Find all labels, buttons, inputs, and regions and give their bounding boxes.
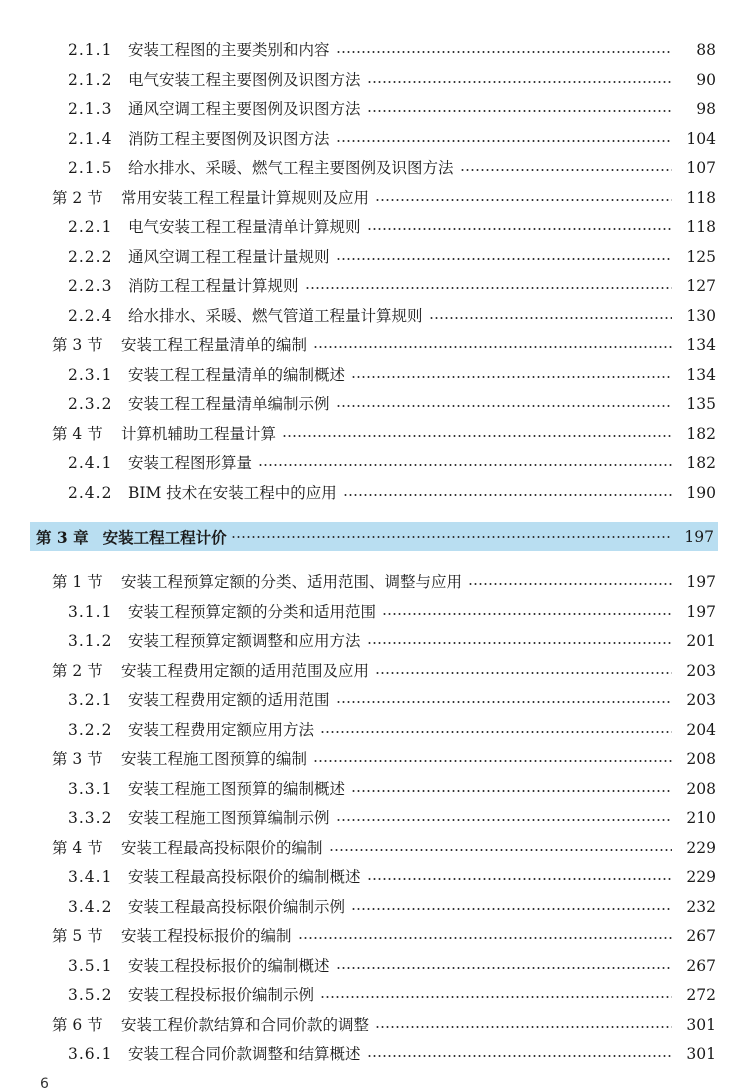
leader-dots [258, 464, 672, 466]
leader-dots [375, 199, 672, 201]
leader-dots [336, 819, 672, 821]
leader-dots [231, 536, 670, 538]
toc-entry-number: 2.1.2 [68, 70, 113, 89]
leader-dots [329, 849, 672, 851]
toc-page-number: 127 [686, 277, 716, 295]
toc-subsection-row[interactable] [0, 598, 750, 628]
toc-subsection-row[interactable] [0, 893, 750, 923]
toc-page-number: 203 [686, 691, 716, 709]
toc-subsection-row[interactable] [0, 1040, 750, 1070]
leader-dots [336, 967, 672, 969]
toc-page-number: 190 [686, 483, 716, 502]
toc-entry-number: 3.4.2 [68, 897, 113, 916]
toc-entry-number: 2.2.1 [68, 218, 113, 236]
toc-subsection-row[interactable] [0, 981, 750, 1011]
toc-entry-number: 2.4.1 [68, 454, 113, 472]
toc-subsection-row[interactable] [0, 479, 750, 509]
toc-entry-number: 第 2 节 [52, 188, 103, 207]
leader-dots [367, 1055, 672, 1057]
leader-dots [367, 110, 672, 112]
toc-subsection-row[interactable] [0, 952, 750, 982]
toc-page-number: 182 [686, 454, 716, 472]
toc-entry-number: 3.3.1 [68, 779, 113, 798]
toc-page-number: 90 [696, 70, 716, 89]
toc-entry-number: 第 1 节 [52, 573, 103, 591]
toc-section-row[interactable] [0, 420, 750, 450]
page-number-mark: 6 [40, 1076, 49, 1092]
toc-entry-title: 给水排水、采暖、燃气管道工程量计算规则 [128, 306, 423, 325]
toc-subsection-row[interactable] [0, 66, 750, 96]
toc-subsection-row[interactable] [0, 449, 750, 479]
toc-page-number: 197 [686, 573, 716, 591]
toc-entry-number: 第 3 节 [52, 336, 103, 354]
toc-entry-number: 3.2.1 [68, 691, 113, 709]
toc-entry-title: 电气安装工程工程量清单计算规则 [128, 218, 361, 236]
toc-entry-title: 安装工程预算定额的分类、适用范围、调整与应用 [121, 573, 463, 591]
toc-entry-title: 常用安装工程工程量计算规则及应用 [121, 188, 370, 207]
toc-page-number: 134 [686, 365, 716, 384]
toc-section-row[interactable] [0, 568, 750, 598]
toc-section-row[interactable] [0, 834, 750, 864]
toc-subsection-row[interactable] [0, 863, 750, 893]
toc-page-number: 125 [686, 247, 716, 266]
toc-entry-number: 3.1.2 [68, 632, 113, 650]
toc-entry-title: 安装工程工程量清单的编制 [121, 336, 308, 354]
leader-dots [313, 760, 672, 762]
toc-entry-title: BIM 技术在安装工程中的应用 [128, 483, 337, 502]
toc-subsection-row[interactable] [0, 361, 750, 391]
toc-page-number: 272 [686, 986, 716, 1004]
toc-entry-title: 安装工程预算定额的分类和适用范围 [128, 602, 377, 621]
toc-entry-number: 第 4 节 [52, 424, 103, 443]
toc-entry-number: 2.1.3 [68, 100, 113, 118]
toc-page-number: 135 [686, 395, 716, 413]
toc-section-row[interactable] [0, 922, 750, 952]
leader-dots [351, 908, 672, 910]
toc-entry-number: 2.2.4 [68, 306, 113, 325]
toc-subsection-row[interactable] [0, 95, 750, 125]
toc-section-row[interactable] [0, 331, 750, 361]
toc-entry-title: 安装工程合同价款调整和结算概述 [128, 1045, 361, 1063]
toc-subsection-row[interactable] [0, 243, 750, 273]
toc-entry-title: 安装工程最高投标限价的编制 [121, 838, 323, 857]
toc-page-number: 267 [686, 927, 716, 945]
leader-dots [305, 287, 672, 289]
toc-entry-title: 安装工程施工图预算的编制 [121, 750, 308, 768]
toc-page-number: 208 [686, 750, 716, 768]
leader-dots [313, 346, 672, 348]
toc-page-number: 104 [686, 129, 716, 148]
toc-entry-title: 给水排水、采暖、燃气工程主要图例及识图方法 [128, 159, 454, 177]
leader-dots [298, 937, 672, 939]
toc-entry-title: 安装工程价款结算和合同价款的调整 [121, 1015, 370, 1034]
toc-page-number: 182 [686, 424, 716, 443]
toc-entry-title: 电气安装工程主要图例及识图方法 [128, 70, 361, 89]
toc-part-2 [0, 568, 750, 1070]
leader-dots [382, 613, 672, 615]
toc-entry-title: 安装工程费用定额的适用范围 [128, 691, 330, 709]
toc-entry-title: 安装工程工程量清单编制示例 [128, 395, 330, 413]
toc-section-row[interactable] [0, 1011, 750, 1041]
toc-entry-number: 2.2.3 [68, 277, 113, 295]
toc-entry-title: 安装工程图的主要类别和内容 [128, 41, 330, 59]
chapter-heading [30, 522, 718, 551]
toc-page-number: 210 [686, 809, 716, 827]
toc-entry-title: 安装工程费用定额的适用范围及应用 [121, 661, 370, 680]
leader-dots [460, 169, 672, 171]
toc-page-number: 130 [686, 306, 716, 325]
toc-entry-title: 计算机辅助工程量计算 [121, 424, 277, 443]
toc-entry-title: 安装工程施工图预算的编制概述 [128, 779, 346, 798]
toc-entry-number: 3.1.1 [68, 602, 113, 621]
leader-dots [336, 51, 672, 53]
toc-subsection-row[interactable] [0, 125, 750, 155]
chapter-page-number: 197 [684, 527, 714, 546]
toc-entry-number: 第 6 节 [52, 1015, 103, 1034]
toc-subsection-row[interactable] [0, 804, 750, 834]
leader-dots [367, 878, 672, 880]
toc-entry-number: 2.1.5 [68, 159, 113, 177]
toc-entry-number: 第 5 节 [52, 927, 103, 945]
toc-page-number: 229 [686, 868, 716, 886]
leader-dots [351, 790, 672, 792]
toc-entry-number: 3.5.2 [68, 986, 113, 1004]
toc-entry-title: 通风空调工程工程量计量规则 [128, 247, 330, 266]
toc-entry-number: 3.3.2 [68, 809, 113, 827]
toc-entry-number: 2.1.1 [68, 41, 113, 59]
toc-entry-number: 2.3.1 [68, 365, 113, 384]
toc-entry-number: 3.5.1 [68, 956, 113, 975]
toc-entry-number: 2.2.2 [68, 247, 113, 266]
toc-subsection-row[interactable] [0, 390, 750, 420]
leader-dots [351, 376, 672, 378]
leader-dots [336, 140, 672, 142]
toc-entry-title: 安装工程图形算量 [128, 454, 253, 472]
toc-entry-number: 3.2.2 [68, 720, 113, 739]
toc-entry-number: 第 3 节 [52, 750, 103, 768]
toc-section-row[interactable] [0, 745, 750, 775]
leader-dots [282, 435, 672, 437]
toc-subsection-row[interactable] [0, 627, 750, 657]
toc-page-number: 208 [686, 779, 716, 798]
toc-page-number: 118 [686, 218, 716, 236]
toc-section-row[interactable] [0, 184, 750, 214]
toc-subsection-row[interactable] [0, 775, 750, 805]
leader-dots [320, 731, 672, 733]
toc-page-number: 229 [686, 838, 716, 857]
leader-dots [367, 81, 672, 83]
toc-page-number: 232 [686, 897, 716, 916]
leader-dots [367, 228, 672, 230]
chapter-number: 第 3 章 [36, 527, 89, 547]
toc-page-number: 107 [686, 159, 716, 177]
leader-dots [336, 258, 672, 260]
toc-subsection-row[interactable] [0, 213, 750, 243]
toc-entry-title: 安装工程费用定额应用方法 [128, 720, 315, 739]
toc-entry-title: 通风空调工程主要图例及识图方法 [128, 100, 361, 118]
toc-page-number: 88 [696, 41, 716, 59]
toc-entry-title: 安装工程工程量清单的编制概述 [128, 365, 346, 384]
toc-entry-title: 消防工程工程量计算规则 [128, 277, 299, 295]
toc-page-number: 204 [686, 720, 716, 739]
leader-dots [343, 494, 672, 496]
toc-entry-title: 消防工程主要图例及识图方法 [128, 129, 330, 148]
toc-subsection-row[interactable] [0, 154, 750, 184]
leader-dots [429, 317, 672, 319]
toc-page-number: 197 [686, 602, 716, 621]
toc-page-number: 203 [686, 661, 716, 680]
toc-entry-title: 安装工程最高投标限价编制示例 [128, 897, 346, 916]
toc-page-number: 267 [686, 956, 716, 975]
toc-page-number: 301 [686, 1015, 716, 1034]
toc-entry-title: 安装工程投标报价的编制 [121, 927, 292, 945]
toc-page-number: 301 [686, 1045, 716, 1063]
toc-entry-number: 2.1.4 [68, 129, 113, 148]
toc-entry-title: 安装工程施工图预算编制示例 [128, 809, 330, 827]
leader-dots [468, 583, 672, 585]
toc-entry-title: 安装工程投标报价编制示例 [128, 986, 315, 1004]
toc-entry-number: 2.4.2 [68, 483, 113, 502]
toc-page-number: 134 [686, 336, 716, 354]
toc-subsection-row[interactable] [0, 716, 750, 746]
leader-dots [320, 996, 672, 998]
toc-subsection-row[interactable] [0, 36, 750, 66]
chapter-title: 安装工程工程计价 [102, 527, 227, 547]
toc-subsection-row[interactable] [0, 272, 750, 302]
toc-entry-title: 安装工程投标报价的编制概述 [128, 956, 330, 975]
toc-page-number: 118 [686, 188, 716, 207]
toc-entry-title: 安装工程最高投标限价的编制概述 [128, 868, 361, 886]
toc-entry-title: 安装工程预算定额调整和应用方法 [128, 632, 361, 650]
toc-entry-number: 第 2 节 [52, 661, 103, 680]
leader-dots [367, 642, 672, 644]
leader-dots [336, 701, 672, 703]
leader-dots [375, 672, 672, 674]
toc-entry-number: 第 4 节 [52, 838, 103, 857]
toc-entry-number: 3.6.1 [68, 1045, 113, 1063]
toc-subsection-row[interactable] [0, 686, 750, 716]
toc-entry-number: 2.3.2 [68, 395, 113, 413]
toc-section-row[interactable] [0, 657, 750, 687]
toc-page-number: 201 [686, 632, 716, 650]
toc-page-number: 98 [696, 100, 716, 118]
leader-dots [375, 1026, 672, 1028]
toc-part-1 [0, 36, 750, 508]
leader-dots [336, 405, 672, 407]
toc-entry-number: 3.4.1 [68, 868, 113, 886]
toc-subsection-row[interactable] [0, 302, 750, 332]
